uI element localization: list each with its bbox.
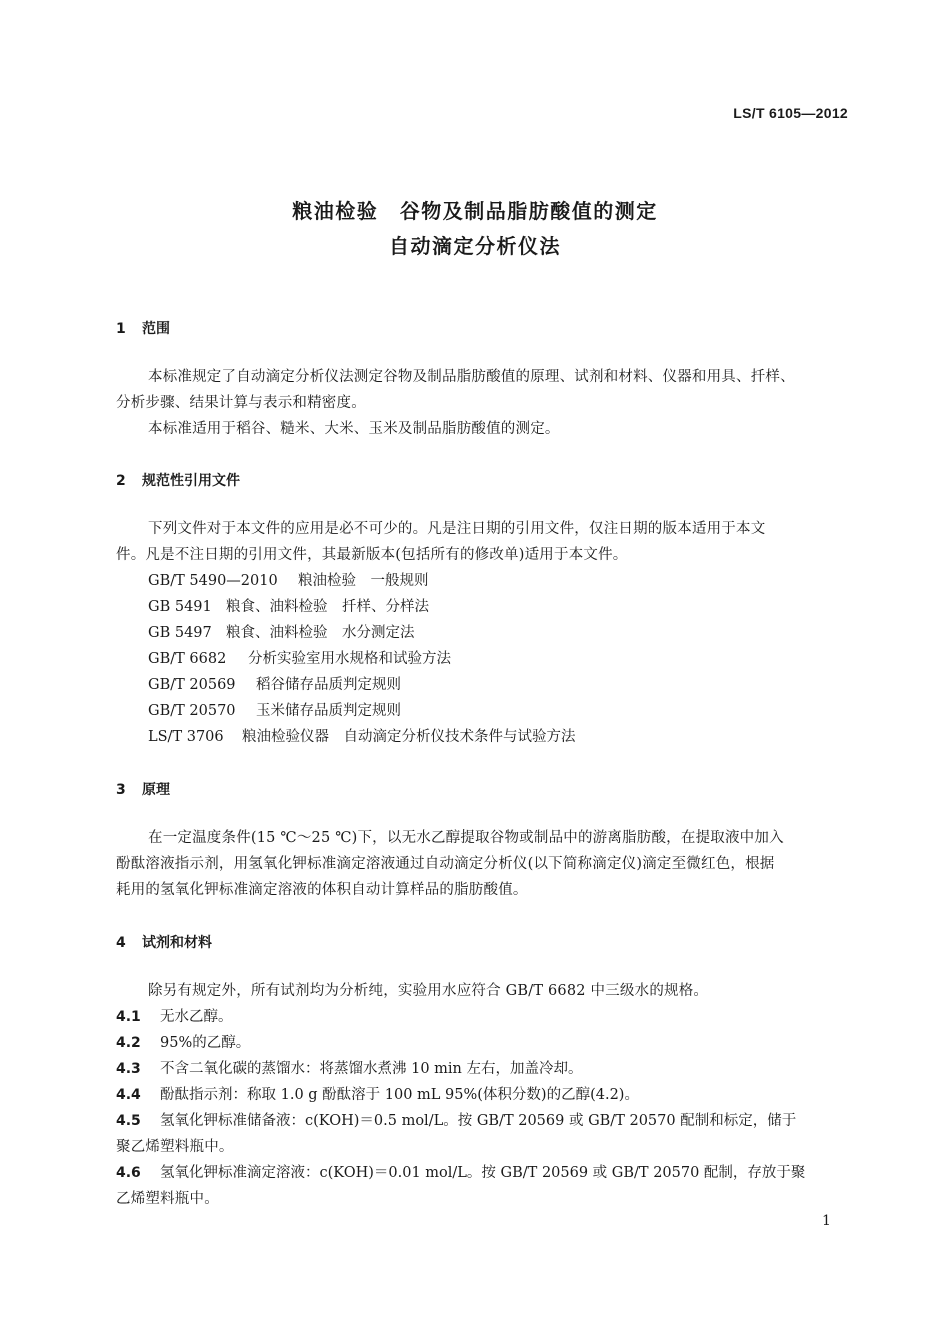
reference-item xyxy=(148,569,429,590)
clause-text: 无水乙醇。 xyxy=(160,1009,233,1025)
standard-code: LS/T 6105—2012 xyxy=(733,105,848,121)
reference-title: 分析实验室用水规格和试验方法 xyxy=(248,651,451,667)
clause-item xyxy=(116,1031,250,1052)
clause-text: 不含二氧化碳的蒸馏水：将蒸馏水煮沸 10 min 左右，加盖冷却。 xyxy=(160,1061,583,1077)
clause-text: 95%的乙醇。 xyxy=(160,1035,251,1051)
clause-item xyxy=(116,1057,583,1078)
section-1-heading xyxy=(116,318,170,338)
reference-item xyxy=(148,725,576,746)
section-2-paragraph-line: 下列文件对于本文件的应用是必不可少的。凡是注日期的引用文件，仅注日期的版本适用于本文 xyxy=(148,521,766,537)
clause-number: 4.6 xyxy=(116,1165,141,1181)
section-number: 2 xyxy=(116,473,126,489)
clause-number: 4.2 xyxy=(116,1035,141,1051)
clause-item xyxy=(116,1005,233,1026)
clause-continuation: 乙烯塑料瓶中。 xyxy=(116,1191,219,1207)
clause-item xyxy=(116,1109,796,1130)
clause-item xyxy=(116,1083,639,1104)
reference-title: 粮食、油料检验 水分测定法 xyxy=(226,625,415,641)
clause-text: 氢氧化钾标准储备液：c(KOH)＝0.5 mol/L。按 GB/T 20569 或 GB/T 20570 配制和标定，储于 xyxy=(160,1113,797,1129)
reference-title: 粮油检验仪器 自动滴定分析仪技术条件与试验方法 xyxy=(242,729,576,745)
reference-title: 粮食、油料检验 扦样、分样法 xyxy=(226,599,429,615)
page-number: 1 xyxy=(822,1213,831,1229)
document-title-line-2: 自动滴定分析仪法 xyxy=(389,234,561,258)
reference-item xyxy=(148,673,401,694)
reference-title: 稻谷储存品质判定规则 xyxy=(256,677,401,693)
section-1-paragraph-line: 本标准适用于稻谷、糙米、大米、玉米及制品脂肪酸值的测定。 xyxy=(148,421,560,437)
reference-code: GB/T 20570 xyxy=(148,703,236,719)
section-number: 4 xyxy=(116,935,126,951)
section-number: 1 xyxy=(116,321,126,337)
reference-code: GB/T 6682 xyxy=(148,651,227,667)
section-3-paragraph-line: 在一定温度条件(15 ℃～25 ℃)下，以无水乙醇提取谷物或制品中的游离脂肪酸，在提取液中加入 xyxy=(148,830,784,846)
clause-number: 4.4 xyxy=(116,1087,141,1103)
reference-item xyxy=(148,699,401,720)
section-title: 试剂和材料 xyxy=(142,935,212,951)
reference-item xyxy=(148,647,451,668)
section-4-intro: 除另有规定外，所有试剂均为分析纯，实验用水应符合 GB/T 6682 中三级水的规格。 xyxy=(148,983,709,999)
section-2-heading xyxy=(116,470,240,490)
section-title: 规范性引用文件 xyxy=(142,473,240,489)
reference-title: 玉米储存品质判定规则 xyxy=(256,703,401,719)
reference-item xyxy=(148,621,415,642)
section-2-paragraph-line: 件。凡是不注日期的引用文件，其最新版本(包括所有的修改单)适用于本文件。 xyxy=(116,547,628,563)
section-title: 范围 xyxy=(142,321,170,337)
reference-code: GB 5497 xyxy=(148,625,212,641)
section-1-paragraph-line: 本标准规定了自动滴定分析仪法测定谷物及制品脂肪酸值的原理、试剂和材料、仪器和用具、扦样、 xyxy=(148,369,795,385)
section-3-paragraph-line: 酚酞溶液指示剂，用氢氧化钾标准滴定溶液通过自动滴定分析仪(以下简称滴定仪)滴定至微红色，根据 xyxy=(116,856,775,872)
document-title-line-1: 粮油检验 谷物及制品脂肪酸值的测定 xyxy=(292,199,658,223)
section-number: 3 xyxy=(116,782,126,798)
reference-code: GB/T 5490—2010 xyxy=(148,573,278,589)
reference-code: LS/T 3706 xyxy=(148,729,224,745)
clause-number: 4.1 xyxy=(116,1009,141,1025)
clause-number: 4.5 xyxy=(116,1113,141,1129)
clause-number: 4.3 xyxy=(116,1061,141,1077)
section-3-paragraph-line: 耗用的氢氧化钾标准滴定溶液的体积自动计算样品的脂肪酸值。 xyxy=(116,882,528,898)
section-title: 原理 xyxy=(142,782,170,798)
section-1-paragraph-line: 分析步骤、结果计算与表示和精密度。 xyxy=(116,395,366,411)
reference-title: 粮油检验 一般规则 xyxy=(298,573,429,589)
reference-code: GB/T 20569 xyxy=(148,677,236,693)
clause-item xyxy=(116,1161,805,1182)
clause-text: 氢氧化钾标准滴定溶液：c(KOH)＝0.01 mol/L。按 GB/T 20569 或 GB/T 20570 配制，存放于聚 xyxy=(160,1165,806,1181)
reference-code: GB 5491 xyxy=(148,599,212,615)
section-3-heading xyxy=(116,779,170,799)
section-4-heading xyxy=(116,932,212,952)
clause-text: 酚酞指示剂：称取 1.0 g 酚酞溶于 100 mL 95%(体积分数)的乙醇(4.2)。 xyxy=(160,1087,639,1103)
reference-item xyxy=(148,595,429,616)
clause-continuation: 聚乙烯塑料瓶中。 xyxy=(116,1139,234,1155)
